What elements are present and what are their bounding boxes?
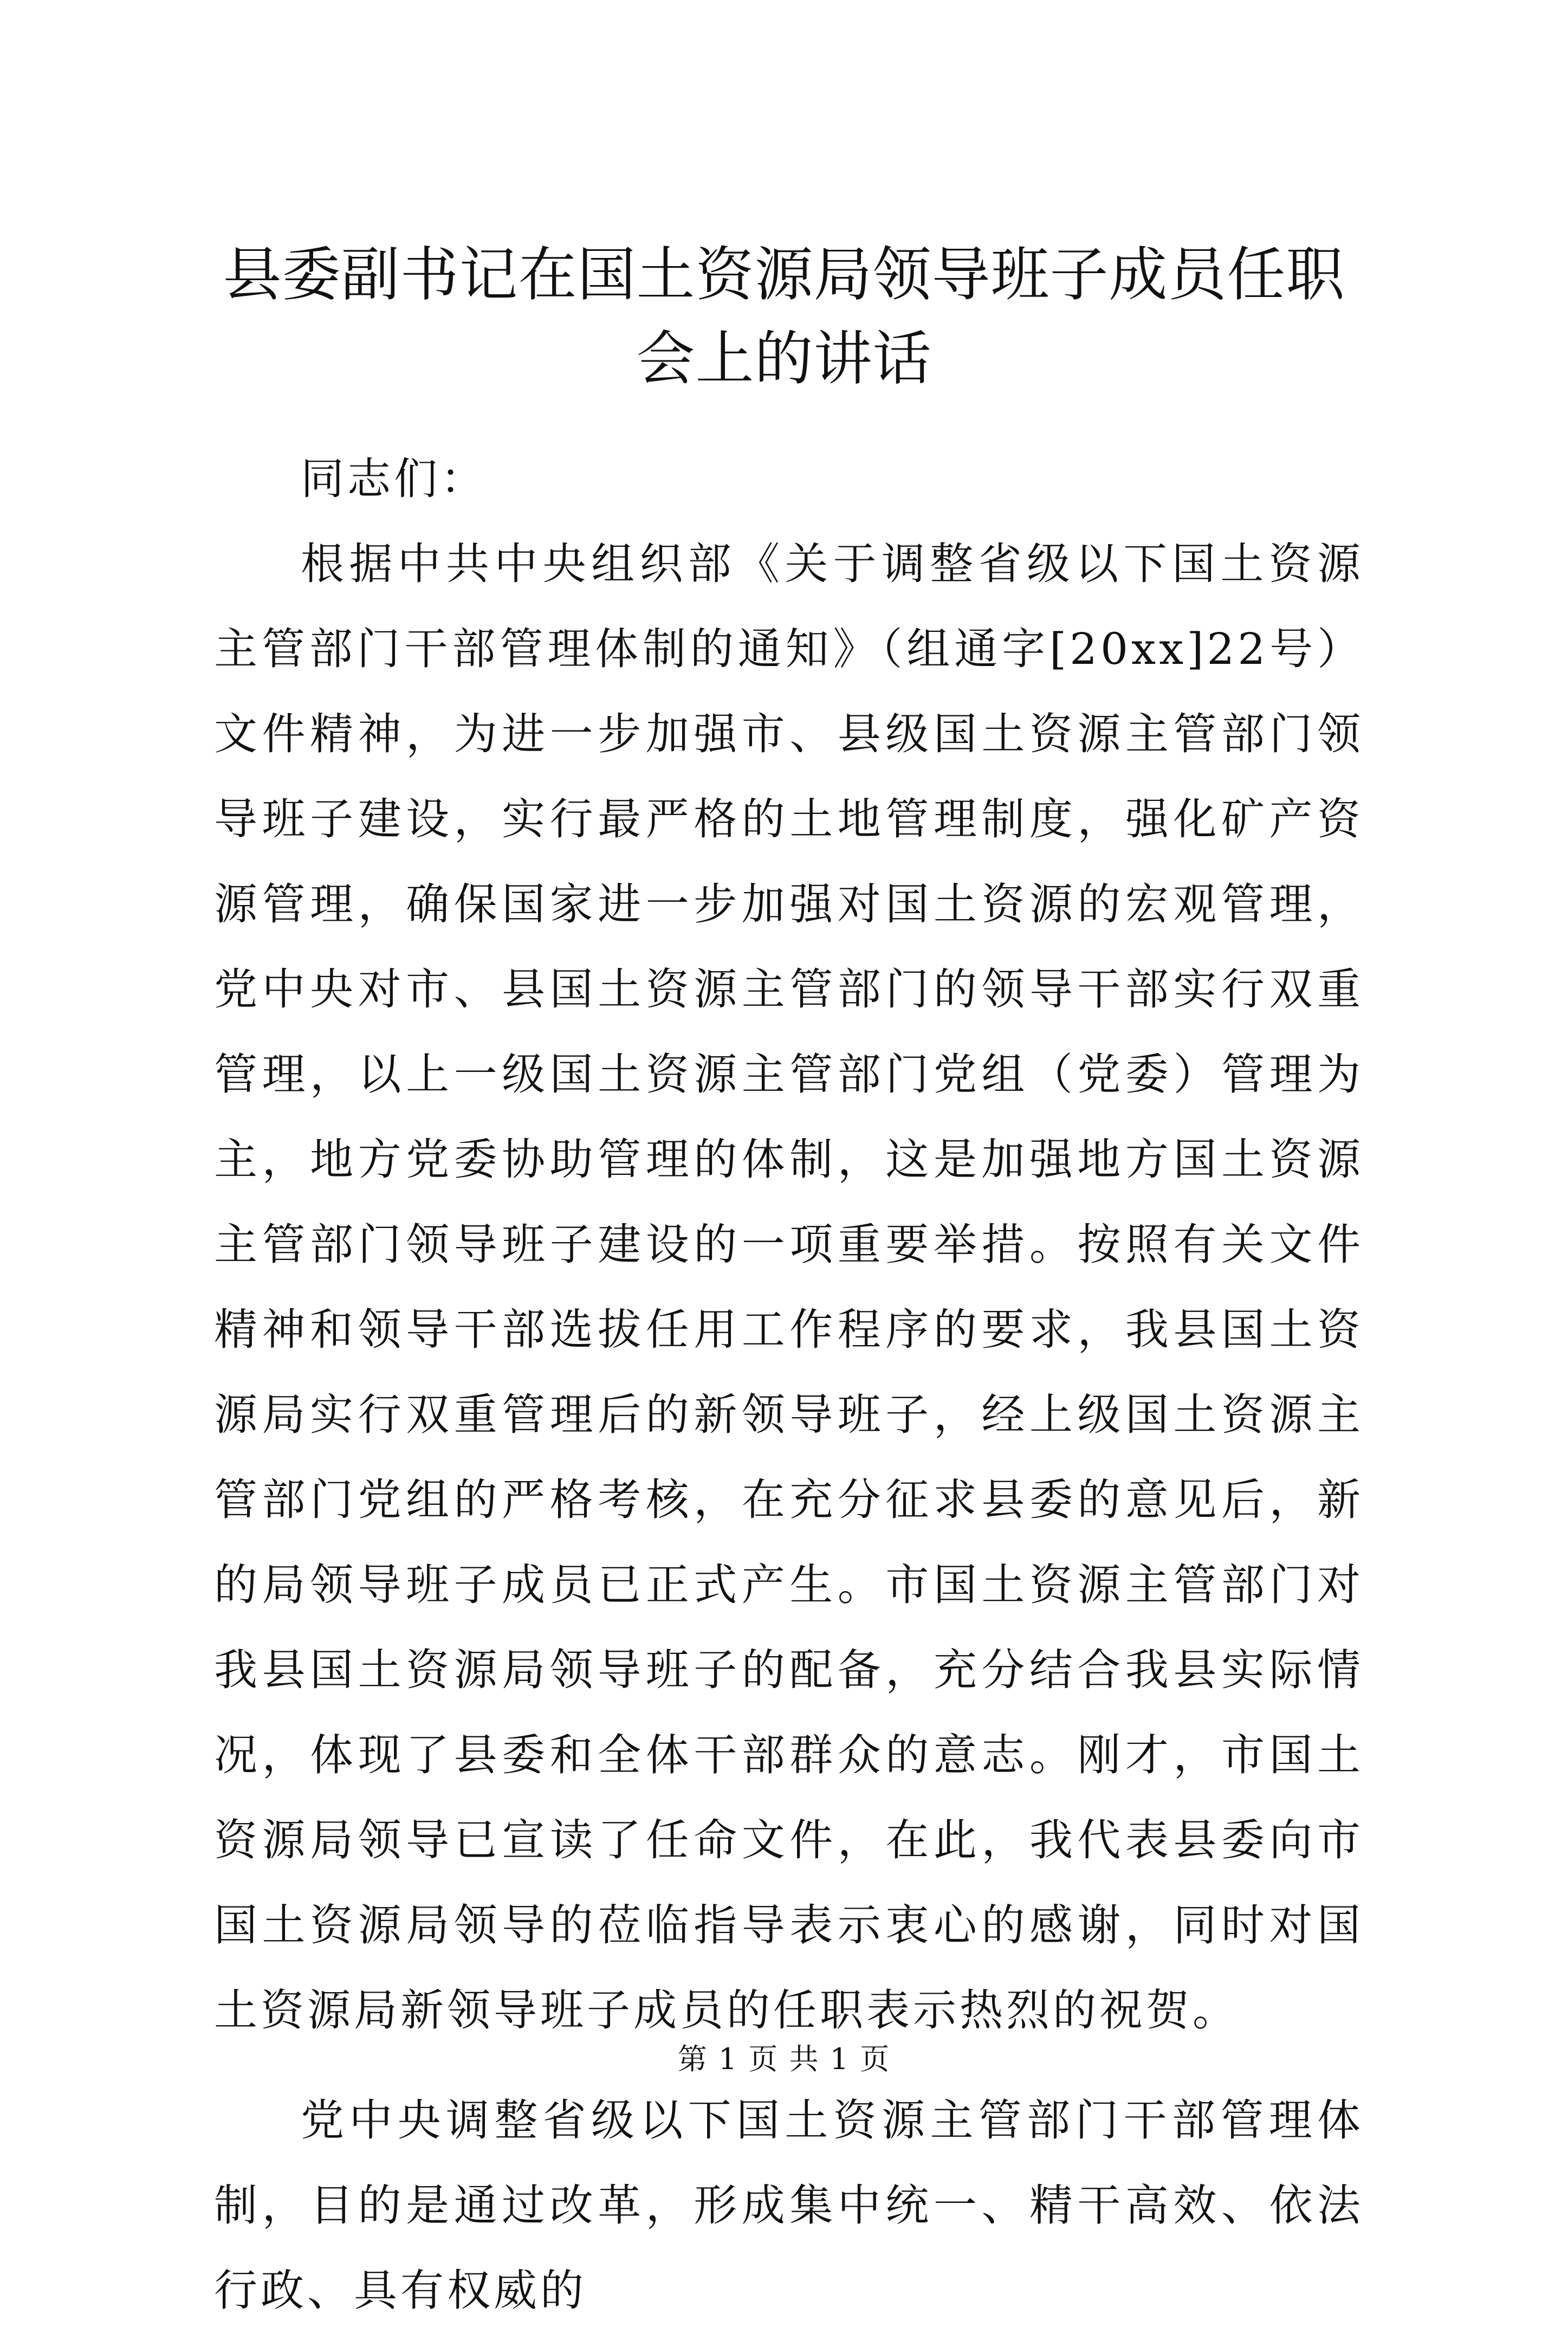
body-paragraph-1: 根据中共中央组织部《关于调整省级以下国土资源主管部门干部管理体制的通知》（组通字[20xx]22号）文件精神，为进一步加强市、县级国土资源主管部门领导班子建设，实行最严格的土地管理制度，强化矿产资源管理，确保国家进一步加强对国土资源的宏观管理，党中央对市、县国土资源主管部门的领导干部实行双重管理，以上一级国土资源主管部门党组（党委）管理为主，地方党委协助管理的体制，这是加强地方国土资源主管部门领导班子建设的一项重要举措。按照有关文件精神和领导干部选拔任用工作程序的要求，我县国土资源局实行双重管理后的新领导班子，经上级国土资源主管部门党组的严格考核，在充分征求县委的意见后，新的局领导班子成员已正式产生。市国土资源主管部门对我县国土资源局领导班子的配备，充分结合我县实际情况，体现了县委和全体干部群众的意志。刚才，市国土资源局领导已宣读了任命文件，在此，我代表县委向市国土资源局领导的莅临指导表示衷心的感谢，同时对国土资源局新领导班子成员的任职表示热烈的祝贺。 [214,539,1364,2035]
greeting: 同志们： [301,454,487,504]
body-paragraph-2: 党中央调整省级以下国土资源主管部门干部管理体制，目的是通过改革，形成集中统一、精干高效、依法行政、具有权威的 [214,2095,1364,2316]
document-title: 县委副书记在国土资源局领导班子成员任职会上的讲话 [223,241,1345,393]
page-footer: 第 1 页 共 1 页 [677,2042,891,2076]
